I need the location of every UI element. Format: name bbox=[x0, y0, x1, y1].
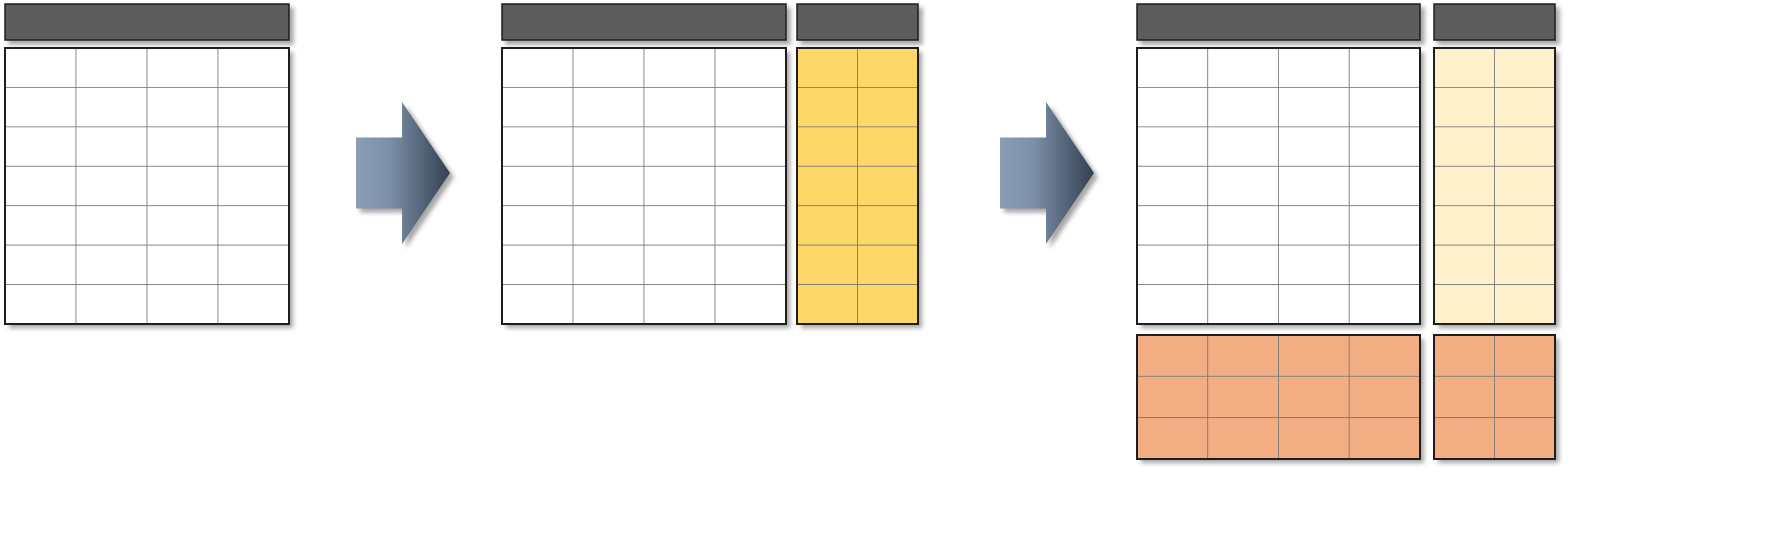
original-table-header-bar bbox=[1137, 4, 1420, 40]
table-cell bbox=[1495, 335, 1556, 376]
table-cell bbox=[858, 166, 919, 205]
table-cell bbox=[644, 127, 715, 166]
table-cell bbox=[858, 87, 919, 126]
table-cell bbox=[5, 166, 76, 205]
table-cell bbox=[797, 166, 858, 205]
table-cell bbox=[1495, 166, 1556, 205]
table-cell bbox=[1434, 245, 1495, 284]
table-cell bbox=[715, 245, 786, 284]
new-columns-cells bbox=[797, 48, 918, 324]
table-cell bbox=[715, 166, 786, 205]
table-cell bbox=[1137, 245, 1208, 284]
new-columns bbox=[797, 4, 918, 324]
table-cell bbox=[147, 245, 218, 284]
table-cell bbox=[1349, 206, 1420, 245]
table-cell bbox=[858, 48, 919, 87]
original-table-header-bar bbox=[5, 4, 289, 40]
original-table-cells bbox=[5, 48, 289, 324]
table-cell bbox=[1279, 48, 1350, 87]
table-cell bbox=[858, 285, 919, 324]
table-cell bbox=[1208, 418, 1279, 459]
table-cell bbox=[715, 87, 786, 126]
table-cell bbox=[76, 285, 147, 324]
table-cell bbox=[502, 87, 573, 126]
table-cell bbox=[573, 206, 644, 245]
table-cell bbox=[715, 206, 786, 245]
new-rows bbox=[1137, 335, 1420, 459]
table-cell bbox=[1495, 418, 1556, 459]
table-cell bbox=[76, 245, 147, 284]
table-cell bbox=[1495, 206, 1556, 245]
table-cell bbox=[1349, 48, 1420, 87]
table-cell bbox=[797, 127, 858, 166]
table-cell bbox=[1279, 376, 1350, 417]
table-cell bbox=[1279, 206, 1350, 245]
table-cell bbox=[502, 127, 573, 166]
stage-added-rows bbox=[1137, 4, 1555, 459]
table-cell bbox=[797, 48, 858, 87]
table-cell bbox=[1434, 166, 1495, 205]
table-cell bbox=[1349, 418, 1420, 459]
table-cell bbox=[644, 206, 715, 245]
table-cell bbox=[1349, 285, 1420, 324]
table-cell bbox=[1279, 245, 1350, 284]
table-cell bbox=[502, 206, 573, 245]
stage-original-table bbox=[5, 4, 289, 324]
table-cell bbox=[1137, 87, 1208, 126]
table-cell bbox=[1495, 285, 1556, 324]
table-cell bbox=[858, 127, 919, 166]
table-cell bbox=[218, 166, 289, 205]
table-cell bbox=[1349, 335, 1420, 376]
table-cell bbox=[1279, 166, 1350, 205]
table-cell bbox=[644, 285, 715, 324]
table-cell bbox=[76, 166, 147, 205]
existing-new-columns-header-bar bbox=[1434, 4, 1555, 40]
table-cell bbox=[218, 245, 289, 284]
table-cell bbox=[502, 245, 573, 284]
original-table bbox=[502, 4, 786, 324]
new-rows-cells bbox=[1137, 335, 1420, 459]
table-cell bbox=[5, 48, 76, 87]
table-cell bbox=[76, 87, 147, 126]
table-cell bbox=[1434, 418, 1495, 459]
table-cell bbox=[1279, 285, 1350, 324]
table-cell bbox=[1279, 87, 1350, 126]
table-cell bbox=[76, 48, 147, 87]
new-rows-new-columns bbox=[1434, 335, 1555, 459]
table-cell bbox=[573, 127, 644, 166]
table-cell bbox=[1434, 206, 1495, 245]
table-cell bbox=[573, 285, 644, 324]
table-cell bbox=[5, 245, 76, 284]
original-table-cells bbox=[502, 48, 786, 324]
table-cell bbox=[218, 285, 289, 324]
table-cell bbox=[147, 285, 218, 324]
table-cell bbox=[1137, 285, 1208, 324]
table-cell bbox=[1349, 166, 1420, 205]
table-cell bbox=[1208, 206, 1279, 245]
table-cell bbox=[218, 87, 289, 126]
table-cell bbox=[1495, 87, 1556, 126]
table-cell bbox=[1137, 127, 1208, 166]
table-cell bbox=[715, 48, 786, 87]
table-cell bbox=[147, 166, 218, 205]
table-cell bbox=[5, 127, 76, 166]
table-cell bbox=[573, 87, 644, 126]
table-cell bbox=[502, 166, 573, 205]
table-cell bbox=[1434, 335, 1495, 376]
original-table-cells bbox=[1137, 48, 1420, 324]
table-cell bbox=[858, 245, 919, 284]
table-cell bbox=[76, 127, 147, 166]
table-cell bbox=[1434, 87, 1495, 126]
table-cell bbox=[1137, 206, 1208, 245]
table-cell bbox=[1208, 285, 1279, 324]
table-cell bbox=[1137, 335, 1208, 376]
existing-new-columns-cells bbox=[1434, 48, 1555, 324]
table-cell bbox=[1208, 48, 1279, 87]
table-cell bbox=[1137, 418, 1208, 459]
table-cell bbox=[797, 285, 858, 324]
table-cell bbox=[218, 206, 289, 245]
table-cell bbox=[1434, 285, 1495, 324]
table-cell bbox=[1208, 127, 1279, 166]
table-cell bbox=[1495, 127, 1556, 166]
arrow-to-added-rows-icon bbox=[1000, 102, 1094, 244]
table-cell bbox=[218, 48, 289, 87]
table-cell bbox=[5, 87, 76, 126]
table-cell bbox=[1208, 335, 1279, 376]
table-cell bbox=[147, 127, 218, 166]
table-cell bbox=[1495, 48, 1556, 87]
table-cell bbox=[573, 48, 644, 87]
table-cell bbox=[1279, 418, 1350, 459]
table-cell bbox=[1434, 127, 1495, 166]
table-cell bbox=[644, 48, 715, 87]
table-cell bbox=[1279, 127, 1350, 166]
table-cell bbox=[1495, 245, 1556, 284]
table-cell bbox=[1349, 127, 1420, 166]
table-cell bbox=[1434, 376, 1495, 417]
table-cell bbox=[797, 245, 858, 284]
new-columns-header-bar bbox=[797, 4, 918, 40]
new-rows-new-columns-cells bbox=[1434, 335, 1555, 459]
table-cell bbox=[1137, 166, 1208, 205]
table-cell bbox=[644, 166, 715, 205]
table-cell bbox=[1349, 376, 1420, 417]
table-cell bbox=[147, 206, 218, 245]
table-cell bbox=[1137, 376, 1208, 417]
table-cell bbox=[147, 87, 218, 126]
original-table bbox=[5, 4, 289, 324]
table-cell bbox=[644, 245, 715, 284]
original-table bbox=[1137, 4, 1420, 324]
table-cell bbox=[5, 285, 76, 324]
existing-new-columns bbox=[1434, 4, 1555, 324]
table-cell bbox=[1208, 87, 1279, 126]
original-table-header-bar bbox=[502, 4, 786, 40]
table-cell bbox=[715, 285, 786, 324]
table-cell bbox=[644, 87, 715, 126]
table-cell bbox=[1434, 48, 1495, 87]
table-cell bbox=[858, 206, 919, 245]
table-cell bbox=[1349, 87, 1420, 126]
table-cell bbox=[573, 245, 644, 284]
table-cell bbox=[502, 285, 573, 324]
table-cell bbox=[1279, 335, 1350, 376]
table-cell bbox=[1208, 166, 1279, 205]
stage-added-columns bbox=[502, 4, 918, 324]
table-cell bbox=[1349, 245, 1420, 284]
table-cell bbox=[218, 127, 289, 166]
table-cell bbox=[1137, 48, 1208, 87]
table-cell bbox=[76, 206, 147, 245]
arrow-to-added-columns-icon bbox=[356, 102, 450, 244]
table-cell bbox=[797, 87, 858, 126]
table-cell bbox=[1495, 376, 1556, 417]
table-cell bbox=[715, 127, 786, 166]
table-cell bbox=[502, 48, 573, 87]
table-cell bbox=[1208, 245, 1279, 284]
table-cell bbox=[573, 166, 644, 205]
table-cell bbox=[5, 206, 76, 245]
table-cell bbox=[147, 48, 218, 87]
table-cell bbox=[1208, 376, 1279, 417]
table-cell bbox=[797, 206, 858, 245]
